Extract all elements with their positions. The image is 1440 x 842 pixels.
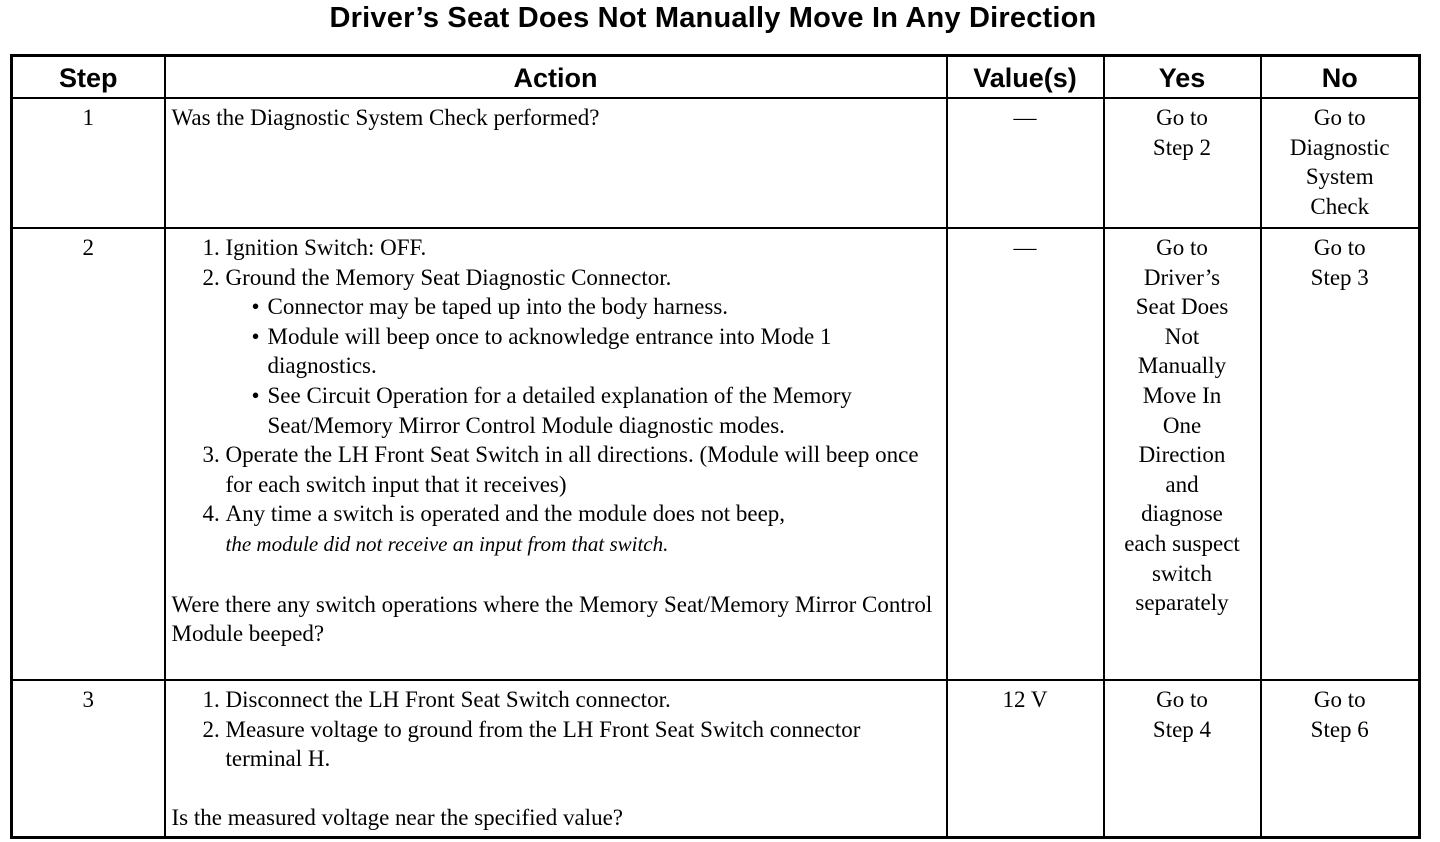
yes-line: Step 2: [1152, 134, 1212, 160]
action-substep: • Connector may be taped up into the body harness.: [268, 292, 940, 322]
step-number: 3: [12, 680, 165, 838]
header-yes: Yes: [1104, 56, 1261, 99]
action-cell: [165, 680, 947, 838]
action-step: 2. Ground the Memory Seat Diagnostic Connector. • Connector may be taped up into the body harness. • Module will beep once to acknowledge entrance into Mode 1 diagnostics. • See Circuit Operation for a detailed explanation of the Memory Seat/Memory Mirror Control Module diagnostic modes.: [226, 263, 940, 441]
no-cell: [1261, 680, 1420, 838]
header-step: Step: [12, 56, 165, 99]
no-line: Go to: [1313, 687, 1366, 712]
table-header-row: [12, 56, 1420, 99]
action-substep: • See Circuit Operation for a detailed explanation of the Memory Seat/Memory Mirror Control Module diagnostic modes.: [268, 381, 940, 440]
action-question: Was the Diagnostic System Check performed?: [171, 105, 600, 130]
yes-line: Go to: [1156, 235, 1208, 260]
yes-line: Seat Does: [1135, 294, 1229, 320]
action-step: 1. Ignition Switch: OFF.: [226, 233, 940, 263]
yes-line: separately: [1135, 590, 1229, 616]
no-line: Check: [1310, 193, 1370, 219]
no-cell: [1261, 228, 1420, 680]
no-line: Go to: [1313, 105, 1366, 130]
action-substep: • Module will beep once to acknowledge entrance into Mode 1 diagnostics.: [268, 322, 940, 381]
no-line: Step 3: [1310, 264, 1369, 290]
table-row: [12, 98, 1420, 228]
value-cell: —: [947, 98, 1104, 228]
no-line: System: [1305, 164, 1374, 190]
yes-line: Manually: [1137, 353, 1227, 379]
yes-line: Driver’s: [1143, 264, 1221, 290]
step-number: 2: [12, 228, 165, 680]
step-number: 1: [12, 98, 165, 228]
action-step: 2. Measure voltage to ground from the LH Front Seat Switch connector terminal H.: [226, 715, 940, 774]
no-line: Step 6: [1310, 716, 1369, 742]
yes-line: Go to: [1156, 687, 1208, 712]
diagnostic-table: [10, 54, 1421, 839]
yes-line: One: [1162, 412, 1202, 438]
page-title: Driver’s Seat Does Not Manually Move In Any Direction: [329, 2, 1097, 34]
yes-line: Not: [1164, 323, 1200, 349]
yes-line: Move In: [1142, 382, 1222, 408]
yes-line: each suspect: [1124, 530, 1240, 556]
table-row: [12, 228, 1420, 680]
action-question: Were there any switch operations where the Memory Seat/Memory Mirror Control Module beeped?: [171, 591, 933, 647]
action-step: 4. Any time a switch is operated and the module does not beep, the module did not receive an input from that switch.: [226, 499, 940, 559]
no-cell: [1261, 98, 1420, 228]
value-cell: —: [947, 228, 1104, 680]
action-step: 3. Operate the LH Front Seat Switch in all directions. (Module will beep once for each switch input that it receives): [226, 440, 940, 499]
table-row: [12, 680, 1420, 838]
value-cell: 12 V: [947, 680, 1104, 838]
action-cell: [165, 98, 947, 228]
yes-line: Direction: [1138, 442, 1226, 468]
yes-line: Step 4: [1152, 716, 1212, 742]
yes-line: switch: [1151, 560, 1213, 586]
header-action: Action: [165, 56, 947, 99]
action-steps-list: [172, 685, 940, 774]
action-step-continuation: the module did not receive an input from that switch.: [225, 531, 669, 556]
action-steps-list: [172, 233, 940, 560]
no-line: Diagnostic: [1289, 134, 1390, 160]
yes-cell: [1104, 680, 1261, 838]
yes-line: diagnose: [1141, 501, 1223, 527]
action-step: 1. Disconnect the LH Front Seat Switch connector.: [226, 685, 940, 715]
action-substeps-list: [226, 292, 940, 440]
yes-cell: [1104, 98, 1261, 228]
yes-line: Go to: [1156, 105, 1208, 130]
yes-cell: [1104, 228, 1261, 680]
yes-line: and: [1165, 471, 1199, 497]
header-no: No: [1261, 56, 1420, 99]
header-values: Value(s): [947, 56, 1104, 99]
action-cell: [165, 228, 947, 680]
action-question: Is the measured voltage near the specified value?: [171, 804, 623, 830]
no-line: Go to: [1313, 235, 1366, 260]
